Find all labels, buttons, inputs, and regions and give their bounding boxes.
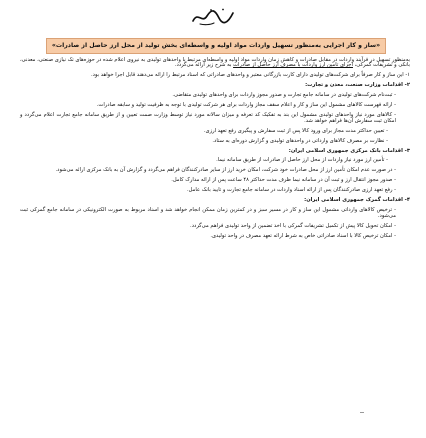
section-3-bullet: - رفع تعهد ارزی صادرکنندگان پس از ارائه اسناد واردات در سامانه جامع تجارت و تایید بانک عامل.: [187, 187, 396, 194]
intro-paragraph: [20, 58, 410, 69]
section-3-bullet: - تأمین ارز مورد نیاز واردات از محل ارز حاصل از صادرات از طریق سامانه نیما.: [216, 157, 388, 164]
section-2-bullet: - ارائه فهرست کالاهای مشمول این ساز و کار و اعلام سقف مجاز واردات برای هر شرکت تولیدی با توجه به ظرفیت تولید و سابقه صادرات.: [96, 102, 396, 109]
section-2-heading: ۲- اقدامات وزارت صنعت، معدن و تجارت:: [305, 82, 410, 89]
document-title: «ساز و کار اجرایی به‌منظور تسهیل واردات مواد اولیه و واسطه‌ای بخش تولید از محل ارز حاصل از صادرات»: [46, 38, 386, 54]
section-2-bullet: - نظارت بر مصرف کالاهای وارداتی در واحدهای تولیدی و گزارش دوره‌ای به ستاد.: [212, 137, 388, 144]
section-4-bullet: - امکان تحویل کالا پیش از تکمیل تشریفات گمرکی با اخذ تضمین از واحد تولیدی فراهم می‌گردد.: [190, 222, 396, 229]
section-3-bullet: - صدور مجوز انتقال ارز و ثبت آن در سامانه نیما ظرف مدت حداکثر ۴۸ ساعت پس از ارائه مدارک کامل.: [171, 177, 396, 184]
intro-underlined: اجرای تامین ارز واردات با مصرف ارز حاصل از صادرات: [233, 62, 353, 69]
section-2-bullet: - تعیین حداکثر مدت مجاز برای ورود کالا پس از ثبت سفارش و پیگیری رفع تعهد ارزی.: [203, 127, 388, 134]
intro-text-1: به‌منظور تسهیل در فرآیند واردات در مقابل صادرات و کاهش زمان واردات مواد اولیه و واسطه‌ای مرتبط با واحدهای تولیدی به نیروی اعلام شده در حوزه‌های تک نیازی صنعتی، معدنی، بانکی و تشریفات گمرکی،: [20, 57, 410, 69]
intro-text-2: به شرح زیر ارائه می‌گردد.: [174, 62, 232, 69]
section-3-bullet: - در صورت عدم امکان تأمین ارز از محل صادرات خود شرکت، امکان خرید ارز از سایر صادرکنندگان فراهم می‌گردد و گزارش آن به بانک مرکزی ارائه می‌شود.: [55, 167, 396, 174]
document-body: [20, 58, 410, 244]
section-2-bullet: - ثبت‌نام شرکت‌های تولیدی در سامانه جامع تجارت و صدور مجوز واردات برای واحدهای تولیدی متقاضی.: [172, 92, 396, 99]
item-1: ۱- این ساز و کار صرفاً برای شرکت‌های تولیدی دارای کارت بازرگانی معتبر و واحدهای صادراتی که اسناد مرتبط را ارائه می‌دهند قابل اجرا خواهد بود.: [91, 72, 410, 79]
section-4-heading: ۴- اقدامات گمرک جمهوری اسلامی ایران:: [304, 197, 410, 204]
section-4-bullet: - امکان ترخیص کالا با اسناد صادراتی خاص به شرط ارائه تعهد مصرف در واحد تولیدی.: [210, 232, 396, 239]
bismillah-calligraphy-logo: [190, 6, 236, 28]
section-3-heading: ۳- اقدامات بانک مرکزی جمهوری اسلامی ایران:: [288, 147, 410, 154]
page-mark: [360, 412, 364, 413]
section-4-bullet: - ترخیص کالاهای وارداتی مشمول این ساز و کار در مسیر سبز و در کمترین زمان ممکن انجام خواهد شد و اسناد مربوط به صورت الکترونیکی در سامانه جامع گمرکی ثبت می‌شود.: [20, 207, 396, 219]
section-2-bullet: - کالاهای مورد نیاز واحدهای تولیدی مشمول این بند به تفکیک کد تعرفه و میزان سالانه مورد نیاز توسط وزارت صمت تعیین و از طریق سامانه جامع تجارت اعلام می‌گردد و امکان ثبت سفارش آن‌ها فراهم خواهد شد.: [20, 112, 396, 124]
